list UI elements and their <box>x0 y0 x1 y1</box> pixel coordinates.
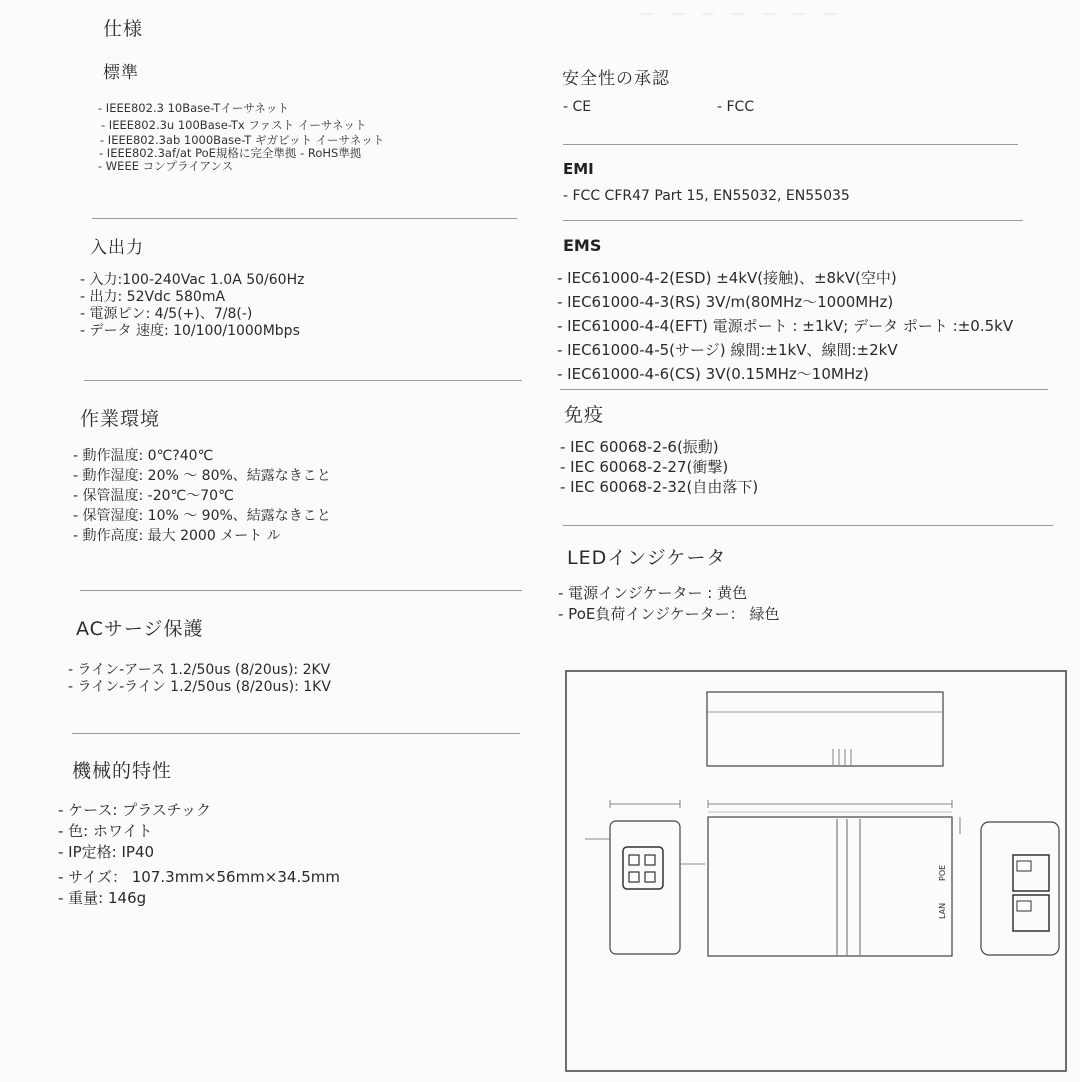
dimension-drawing <box>565 669 1080 1078</box>
environment-item: - 動作高度: 最大 2000 メート ル <box>73 528 281 544</box>
divider <box>563 144 1018 145</box>
mechanical-item: - 重量: 146g <box>58 889 147 907</box>
surge-item: - ライン-ライン 1.2/50us (8/20us): 1KV <box>68 679 331 695</box>
emi-item: - FCC CFR47 Part 15, EN55032, EN55035 <box>563 188 850 204</box>
standard-item: - IEEE802.3af/at PoE規格に完全準拠 - RoHS準拠 <box>99 146 362 160</box>
io-item: - 入力:100-240Vac 1.0A 50/60Hz <box>80 272 305 288</box>
section-title-ac-surge: ACサージ保護 <box>76 618 204 640</box>
led-item: - 電源インジケーター : 黄色 <box>558 584 748 602</box>
ems-item: - IEC61000-4-3(RS) 3V/m(80MHz～1000MHz) <box>557 293 894 311</box>
section-title-immunity: 免疫 <box>564 404 605 426</box>
section-title-ems: EMS <box>563 236 602 255</box>
mechanical-item: - サイズ： 107.3mm×56mm×34.5mm <box>58 868 340 886</box>
standard-item: - IEEE802.3u 100Base-Tx ファスト イーサネット <box>101 118 367 132</box>
environment-list <box>73 446 331 546</box>
standard-item: - IEEE802.3ab 1000Base-T ギガビット イーサネット <box>100 133 385 147</box>
standard-item: - IEEE802.3 10Base-Tイーサネット <box>98 101 289 115</box>
io-list <box>80 272 304 340</box>
divider <box>84 380 522 381</box>
ems-item: - IEC61000-4-2(ESD) ±4kV(接触)、±8kV(空中) <box>557 269 897 287</box>
mechanical-item: - ケース: プラスチック <box>58 801 212 819</box>
section-title-safety: 安全性の承認 <box>562 69 670 89</box>
immunity-item: - IEC 60068-2-6(振動) <box>560 438 719 456</box>
section-title-emi: EMI <box>563 160 594 178</box>
surge-list <box>68 662 331 696</box>
divider <box>80 590 522 591</box>
ems-item: - IEC61000-4-5(サージ) 線間:±1kV、線間:±2kV <box>557 341 898 359</box>
led-list <box>558 583 779 625</box>
section-title-standard: 標準 <box>103 63 139 83</box>
ems-item: - IEC61000-4-6(CS) 3V(0.15MHz～10MHz) <box>557 365 869 383</box>
dimension-drawing-svg <box>565 669 1080 1078</box>
surge-item: - ライン-アース 1.2/50us (8/20us): 2KV <box>68 662 331 678</box>
divider <box>72 733 520 734</box>
section-title-led: LEDインジケータ <box>567 547 727 569</box>
section-title-io: 入出力 <box>90 238 144 258</box>
standard-list <box>98 102 384 173</box>
divider <box>92 218 517 219</box>
ems-list <box>557 266 1013 386</box>
safety-fcc: - FCC <box>717 99 755 115</box>
port-label-poe: POE <box>938 864 947 881</box>
ems-item: - IEC61000-4-4(EFT) 電源ポート : ±1kV; データ ポート :±0.5kV <box>557 317 1014 335</box>
divider <box>563 220 1023 221</box>
standard-item: - WEEE コンプライアンス <box>98 159 234 173</box>
mechanical-item: - 色: ホワイト <box>58 822 153 840</box>
page-title: 仕様 <box>103 18 144 40</box>
environment-item: - 保管温度: -20℃～70℃ <box>73 488 234 504</box>
immunity-list <box>560 437 758 497</box>
io-item: - データ 速度: 10/100/1000Mbps <box>80 323 300 339</box>
environment-item: - 保管湿度: 10% ～ 90%、結露なきこと <box>73 508 331 524</box>
section-title-mechanical: 機械的特性 <box>72 760 173 782</box>
environment-item: - 動作温度: 0℃?40℃ <box>73 448 214 464</box>
section-title-environment: 作業環境 <box>80 408 161 430</box>
environment-item: - 動作湿度: 20% ～ 80%、結露なきこと <box>73 468 331 484</box>
safety-ce: - CE <box>563 99 592 115</box>
immunity-item: - IEC 60068-2-32(自由落下) <box>560 478 759 496</box>
mechanical-list <box>58 800 340 909</box>
io-item: - 電源ピン: 4/5(+)、7/8(-) <box>80 306 253 322</box>
led-item: - PoE負荷インジケーター： 緑色 <box>558 605 780 623</box>
mechanical-item: - IP定格: IP40 <box>58 843 155 861</box>
bleed-through-text: — — — — — — — <box>640 6 843 22</box>
io-item: - 出力: 52Vdc 580mA <box>80 289 226 305</box>
divider <box>560 389 1048 390</box>
divider <box>563 525 1053 526</box>
port-label-lan: LAN <box>938 902 947 919</box>
immunity-item: - IEC 60068-2-27(衝撃) <box>560 458 729 476</box>
